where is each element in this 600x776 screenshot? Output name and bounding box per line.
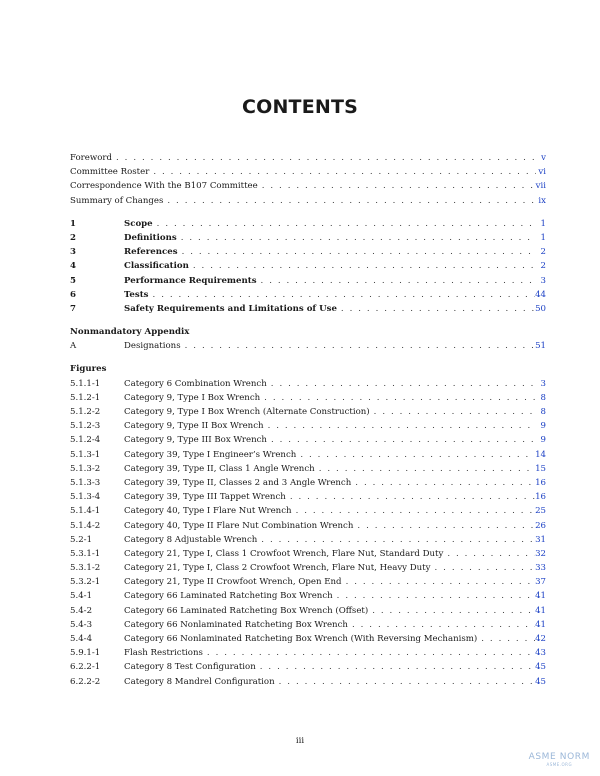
entry-number: 5.1.2-3 bbox=[70, 421, 101, 432]
appendix-heading: Nonmandatory Appendix bbox=[70, 327, 190, 338]
dot-leader bbox=[112, 151, 536, 165]
entry-title: Category 9, Type I Box Wrench bbox=[124, 392, 261, 403]
page-link[interactable]: 14 bbox=[535, 449, 546, 460]
entry-number: 5.4-4 bbox=[70, 634, 93, 644]
figure-entry[interactable] bbox=[70, 476, 546, 490]
page-link[interactable]: 44 bbox=[535, 289, 546, 300]
section-entry[interactable] bbox=[70, 217, 546, 231]
entry-title: Category 6 Combination Wrench bbox=[124, 378, 267, 389]
entry-number: 5.1.2-4 bbox=[70, 435, 101, 446]
dot-leader bbox=[264, 419, 536, 433]
figure-entry[interactable] bbox=[70, 377, 546, 391]
figure-entry[interactable] bbox=[70, 490, 546, 504]
entry-title: Category 21, Type II Crowfoot Wrench, Open End bbox=[124, 577, 342, 588]
entry-title: Category 8 Test Configuration bbox=[124, 662, 256, 673]
entry-title: Category 66 Laminated Ratcheting Box Wrench bbox=[124, 591, 333, 602]
dot-leader bbox=[286, 490, 535, 504]
page-link[interactable]: vi bbox=[538, 167, 546, 178]
dot-leader bbox=[296, 448, 535, 462]
entry-number: 6.2.2-1 bbox=[70, 662, 101, 673]
appendix-list bbox=[70, 339, 546, 353]
figures-list bbox=[70, 377, 546, 689]
figure-entry[interactable] bbox=[70, 462, 546, 476]
entry-number: 5.1.4-2 bbox=[70, 520, 101, 531]
dot-leader bbox=[353, 519, 535, 533]
figure-entry[interactable] bbox=[70, 533, 546, 547]
section-entry[interactable] bbox=[70, 302, 546, 316]
entry-title: Safety Requirements and Limitations of Use bbox=[124, 303, 337, 314]
entry-title: Designations bbox=[124, 341, 181, 352]
entry-number: 2 bbox=[70, 232, 76, 243]
section-entry[interactable] bbox=[70, 288, 546, 302]
figure-entry[interactable] bbox=[70, 575, 546, 589]
figure-entry[interactable] bbox=[70, 419, 546, 433]
page-link[interactable]: 45 bbox=[535, 676, 546, 687]
entry-number: 5.4-3 bbox=[70, 619, 93, 630]
figure-entry[interactable] bbox=[70, 675, 546, 689]
page-number: iii bbox=[295, 736, 305, 746]
page-link[interactable]: 26 bbox=[535, 520, 546, 531]
dot-leader bbox=[368, 604, 535, 618]
figure-entry[interactable] bbox=[70, 433, 546, 447]
appendix-entry[interactable] bbox=[70, 339, 546, 353]
page-link[interactable]: 3 bbox=[540, 378, 546, 389]
entry-title: Category 8 Adjustable Wrench bbox=[124, 534, 258, 545]
dot-leader bbox=[348, 618, 535, 632]
section-entry[interactable] bbox=[70, 259, 546, 273]
figure-entry[interactable] bbox=[70, 448, 546, 462]
entry-title: Category 40, Type II Flare Nut Combination Wrench bbox=[124, 520, 354, 531]
page-link[interactable]: 50 bbox=[535, 303, 546, 314]
entry-title: Category 39, Type III Tappet Wrench bbox=[124, 492, 286, 503]
entry-title: Category 39, Type I Engineer’s Wrench bbox=[124, 449, 297, 460]
dot-leader bbox=[149, 165, 536, 179]
watermark-logo bbox=[529, 752, 590, 767]
page-link[interactable]: 1 bbox=[540, 232, 546, 243]
page-link[interactable]: 16 bbox=[535, 477, 546, 488]
entry-title: Scope bbox=[124, 218, 153, 229]
entry-number: 5.3.2-1 bbox=[70, 577, 101, 588]
dot-leader bbox=[181, 339, 535, 353]
entry-title: Tests bbox=[124, 289, 149, 300]
dot-leader bbox=[333, 589, 535, 603]
toc-entry[interactable] bbox=[70, 165, 546, 179]
dot-leader bbox=[267, 377, 536, 391]
page-link[interactable]: ix bbox=[538, 195, 546, 206]
entry-number: 4 bbox=[70, 261, 76, 272]
dot-leader bbox=[292, 504, 536, 518]
page-link[interactable]: 42 bbox=[535, 634, 546, 644]
page-link[interactable]: 2 bbox=[540, 247, 546, 258]
entry-number: 3 bbox=[70, 247, 76, 258]
dot-leader bbox=[351, 476, 535, 490]
entry-title: Category 8 Mandrel Configuration bbox=[124, 676, 275, 687]
dot-leader bbox=[149, 288, 536, 302]
entry-title: Committee Roster bbox=[70, 167, 150, 178]
entry-number: 5.1.3-1 bbox=[70, 449, 101, 460]
dot-leader bbox=[177, 231, 536, 245]
entry-number: 5.1.2-1 bbox=[70, 392, 101, 403]
dot-leader bbox=[337, 302, 535, 316]
page-link[interactable]: 32 bbox=[535, 548, 546, 559]
front-matter-list bbox=[70, 151, 546, 208]
entry-title: Category 40, Type I Flare Nut Wrench bbox=[124, 506, 292, 517]
dot-leader bbox=[256, 660, 535, 674]
entry-number: 5.1.3-3 bbox=[70, 477, 101, 488]
entry-number: A bbox=[70, 341, 77, 352]
page-link[interactable]: 41 bbox=[535, 605, 546, 616]
entry-number: 7 bbox=[70, 303, 76, 314]
page-link[interactable]: 33 bbox=[535, 563, 546, 574]
figure-entry[interactable] bbox=[70, 632, 546, 646]
page-link[interactable]: 15 bbox=[535, 463, 546, 474]
page-link[interactable]: 51 bbox=[535, 341, 546, 352]
entry-number: 5.1.3-4 bbox=[70, 492, 101, 503]
toc-entry[interactable] bbox=[70, 194, 546, 208]
dot-leader bbox=[315, 462, 535, 476]
section-entry[interactable] bbox=[70, 231, 546, 245]
dot-leader bbox=[370, 405, 536, 419]
entry-title: Definitions bbox=[124, 232, 177, 243]
figure-entry[interactable] bbox=[70, 589, 546, 603]
entry-number: 5.1.2-2 bbox=[70, 407, 101, 417]
page-link[interactable]: v bbox=[541, 153, 546, 163]
figure-entry[interactable] bbox=[70, 561, 546, 575]
dot-leader bbox=[257, 533, 535, 547]
entry-title: Correspondence With the B107 Committee bbox=[70, 181, 258, 192]
figure-entry[interactable] bbox=[70, 660, 546, 674]
page-link[interactable]: 25 bbox=[535, 506, 546, 517]
entry-title: Foreword bbox=[70, 153, 112, 163]
entry-title: References bbox=[124, 247, 178, 258]
page-link[interactable]: 31 bbox=[535, 534, 546, 545]
page-link[interactable]: 2 bbox=[540, 261, 546, 272]
dot-leader bbox=[203, 646, 535, 660]
entry-title: Category 66 Nonlaminated Ratcheting Box Wrench bbox=[124, 619, 348, 630]
figures-heading: Figures bbox=[70, 364, 107, 375]
dot-leader bbox=[258, 179, 536, 193]
entry-title: Category 21, Type I, Class 1 Crowfoot Wrench, Flare Nut, Standard Duty bbox=[124, 548, 444, 559]
entry-title: Category 21, Type I, Class 2 Crowfoot Wrench, Flare Nut, Heavy Duty bbox=[124, 563, 431, 574]
entry-title: Category 66 Nonlaminated Ratcheting Box Wrench (With Reversing Mechanism) bbox=[124, 634, 478, 644]
dot-leader bbox=[431, 561, 536, 575]
figure-entry[interactable] bbox=[70, 646, 546, 660]
figure-entry[interactable] bbox=[70, 519, 546, 533]
entry-title: Category 9, Type III Box Wrench bbox=[124, 435, 267, 446]
dot-leader bbox=[260, 391, 536, 405]
page-link[interactable]: 45 bbox=[535, 662, 546, 673]
dot-leader bbox=[163, 194, 536, 208]
entry-number: 5.4-1 bbox=[70, 591, 93, 602]
dot-leader bbox=[267, 433, 536, 447]
dot-leader bbox=[342, 575, 536, 589]
entry-title: Category 9, Type I Box Wrench (Alternate Construction) bbox=[124, 407, 370, 417]
entry-title: Flash Restrictions bbox=[124, 648, 203, 659]
page-link[interactable]: 41 bbox=[535, 591, 546, 602]
sections-list bbox=[70, 217, 546, 316]
entry-title: Summary of Changes bbox=[70, 195, 164, 206]
entry-title: Category 66 Laminated Ratcheting Box Wrench (Offset) bbox=[124, 605, 369, 616]
entry-title: Category 39, Type II, Classes 2 and 3 Angle Wrench bbox=[124, 477, 352, 488]
figure-entry[interactable] bbox=[70, 391, 546, 405]
toc-entry[interactable] bbox=[70, 179, 546, 193]
entry-number: 6.2.2-2 bbox=[70, 676, 101, 687]
entry-number: 5.1.3-2 bbox=[70, 463, 101, 474]
entry-number: 5.1.1-1 bbox=[70, 378, 101, 389]
entry-number: 5 bbox=[70, 275, 76, 286]
figure-entry[interactable] bbox=[70, 547, 546, 561]
page-link[interactable]: 41 bbox=[535, 619, 546, 630]
page-link[interactable]: 1 bbox=[540, 218, 546, 229]
page-link[interactable]: 37 bbox=[535, 577, 546, 588]
figure-entry[interactable] bbox=[70, 618, 546, 632]
entry-title: Category 39, Type II, Class 1 Angle Wrench bbox=[124, 463, 315, 474]
entry-number: 1 bbox=[70, 218, 76, 229]
figure-entry[interactable] bbox=[70, 405, 546, 419]
figure-entry[interactable] bbox=[70, 604, 546, 618]
page-link[interactable]: 9 bbox=[540, 421, 546, 432]
page-link[interactable]: 9 bbox=[540, 435, 546, 446]
entry-number: 5.3.1-1 bbox=[70, 548, 101, 559]
page-link[interactable]: 8 bbox=[540, 407, 546, 417]
watermark-subtext: ASME.ORG bbox=[546, 762, 573, 767]
page-link[interactable]: 43 bbox=[535, 648, 546, 659]
section-entry[interactable] bbox=[70, 274, 546, 288]
dot-leader bbox=[257, 274, 536, 288]
entry-number: 5.3.1-2 bbox=[70, 563, 101, 574]
dot-leader bbox=[189, 259, 536, 273]
entry-title: Category 9, Type II Box Wrench bbox=[124, 421, 264, 432]
entry-number: 5.9.1-1 bbox=[70, 648, 101, 659]
watermark-text: ASME NORM bbox=[528, 752, 590, 762]
dot-leader bbox=[477, 632, 535, 646]
toc-entry[interactable] bbox=[70, 151, 546, 165]
page-link[interactable]: 8 bbox=[540, 392, 546, 403]
page-title: CONTENTS bbox=[241, 96, 359, 118]
entry-number: 5.1.4-1 bbox=[70, 506, 101, 517]
page-link[interactable]: vii bbox=[535, 181, 546, 192]
entry-number: 6 bbox=[70, 289, 76, 300]
dot-leader bbox=[178, 245, 536, 259]
page-link[interactable]: 3 bbox=[540, 275, 546, 286]
entry-title: Classification bbox=[124, 261, 189, 272]
dot-leader bbox=[443, 547, 535, 561]
entry-number: 5.2-1 bbox=[70, 534, 93, 545]
section-entry[interactable] bbox=[70, 245, 546, 259]
dot-leader bbox=[275, 675, 535, 689]
dot-leader bbox=[153, 217, 536, 231]
entry-title: Performance Requirements bbox=[124, 275, 257, 286]
table-of-contents bbox=[70, 151, 546, 689]
page-link[interactable]: 16 bbox=[535, 492, 546, 503]
figure-entry[interactable] bbox=[70, 504, 546, 518]
entry-number: 5.4-2 bbox=[70, 605, 93, 616]
